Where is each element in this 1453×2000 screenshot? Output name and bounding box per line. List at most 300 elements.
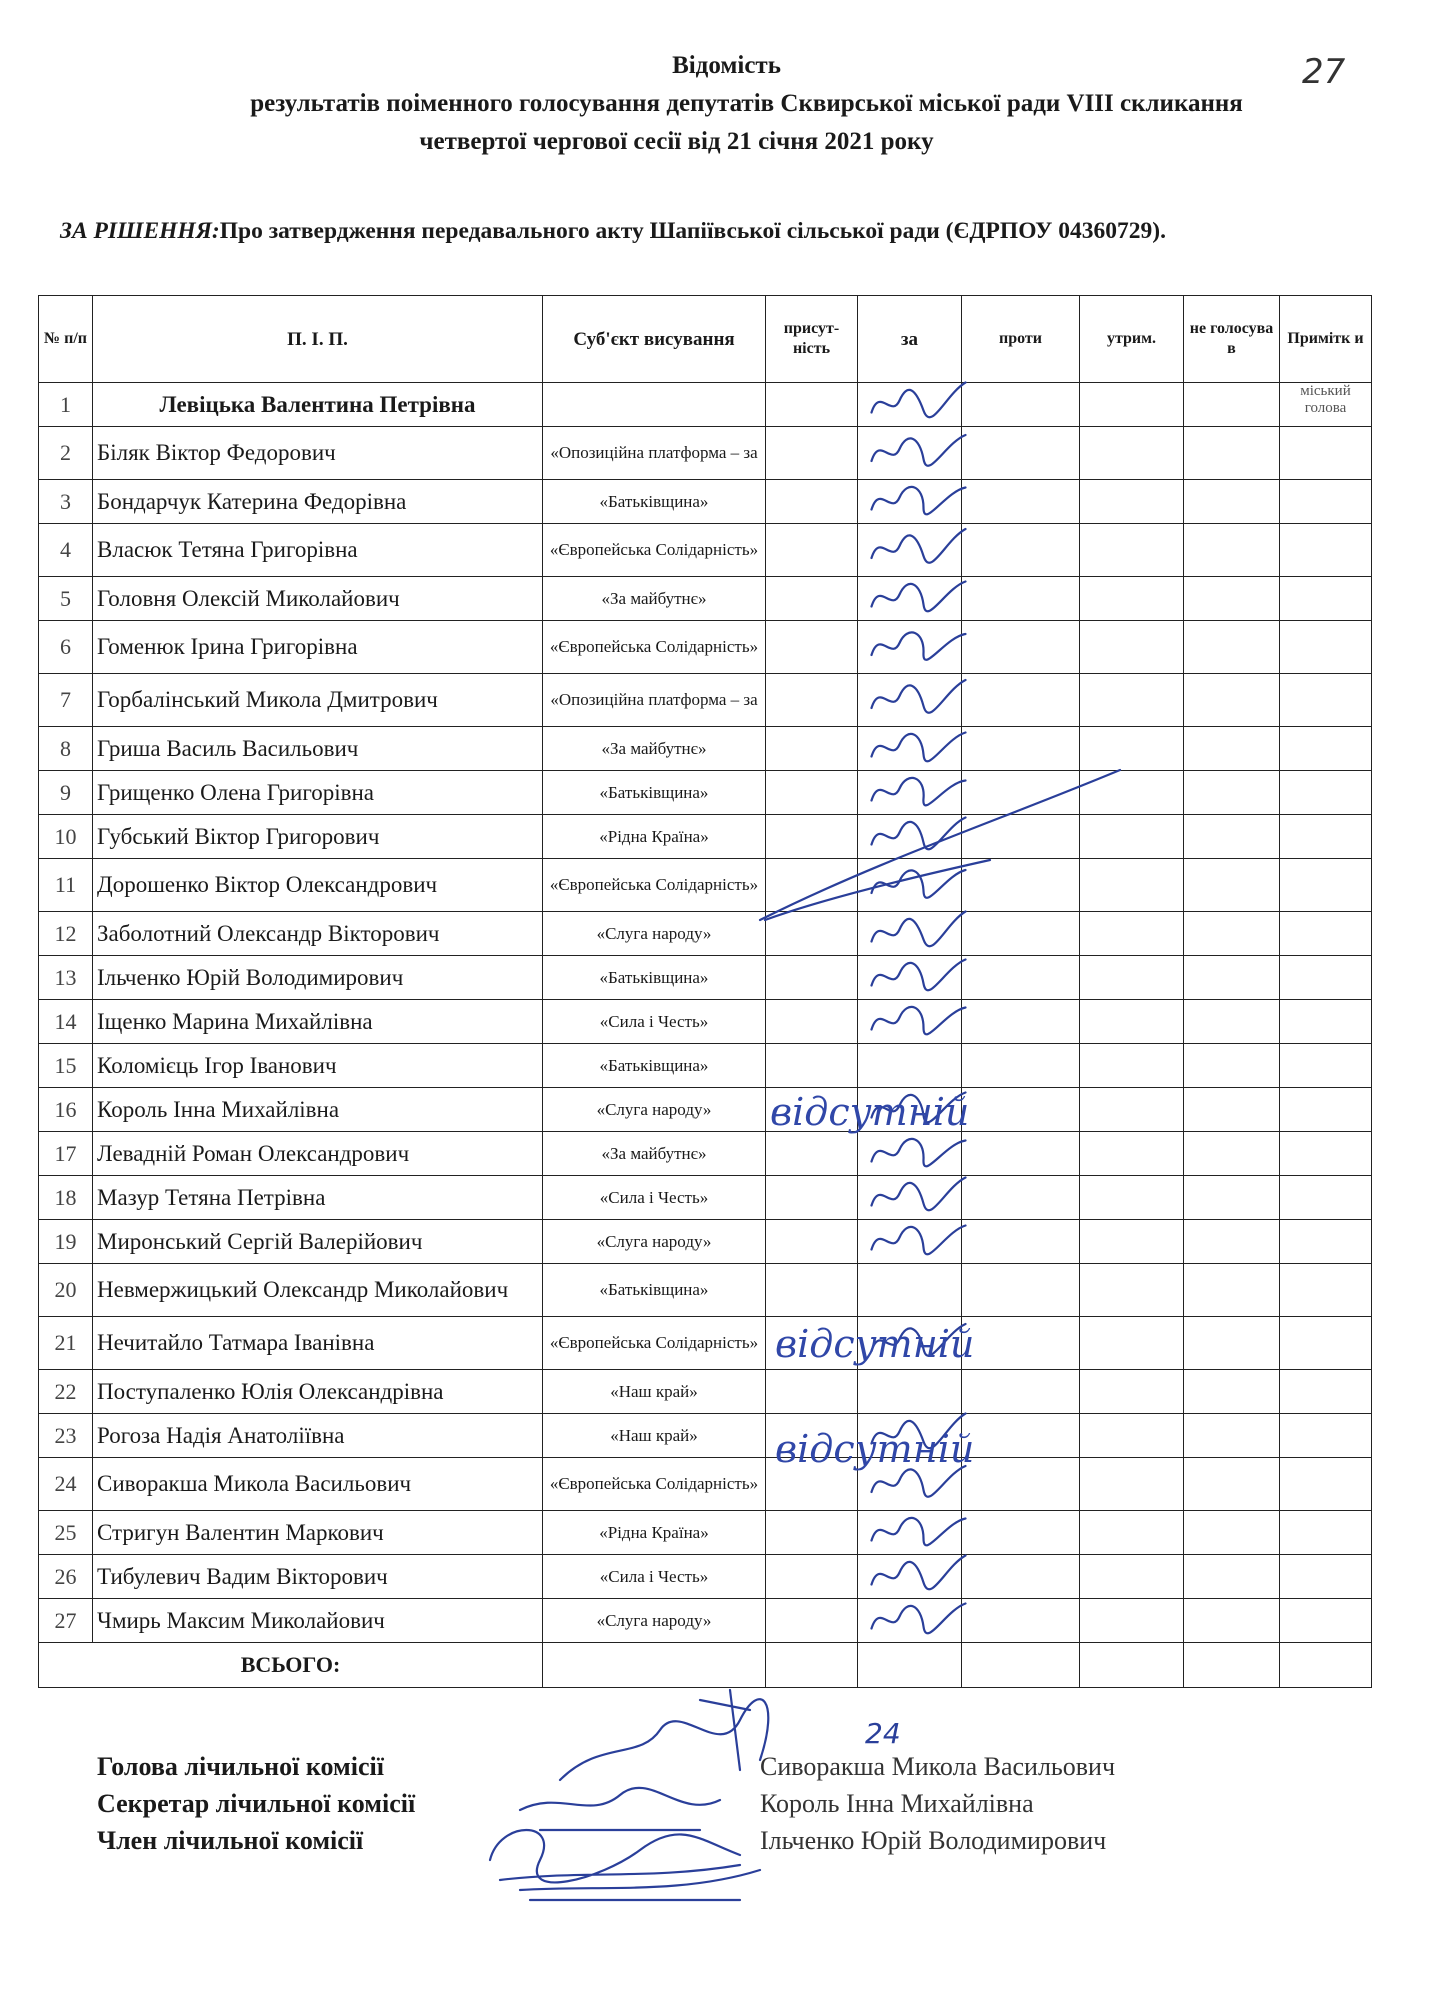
member-name: Дорошенко Віктор Олександрович [93, 859, 543, 912]
row-number: 12 [39, 912, 93, 956]
member-name: Гриша Василь Васильович [93, 727, 543, 771]
chair-signature [560, 1690, 768, 1780]
col-header-notes: Примітк и [1280, 296, 1372, 383]
member-party: «Батьківщина» [543, 1044, 766, 1088]
row-note [1280, 859, 1372, 912]
vote-against-cell [962, 727, 1080, 771]
vote-against-cell [962, 815, 1080, 859]
vote-for-cell [858, 1132, 962, 1176]
vote-abstain-cell [1080, 859, 1184, 912]
vote-for-cell [858, 1264, 962, 1317]
total-notes-cell [1280, 1643, 1372, 1688]
table-row [39, 1000, 1372, 1044]
vote-abstain-cell [1080, 383, 1184, 427]
member-name: Миронський Сергій Валерійович [93, 1220, 543, 1264]
vote-for-cell [858, 815, 962, 859]
row-number: 5 [39, 577, 93, 621]
member-name: Губський Віктор Григорович [93, 815, 543, 859]
table-row [39, 480, 1372, 524]
vote-for-cell [858, 1555, 962, 1599]
row-number: 7 [39, 674, 93, 727]
vote-abstain-cell [1080, 1370, 1184, 1414]
member-name: Коломієць Ігор Іванович [93, 1044, 543, 1088]
member-party: «Європейська Солідарність» [543, 621, 766, 674]
not-voted-cell [1184, 956, 1280, 1000]
total-label: ВСЬОГО: [39, 1643, 543, 1688]
table-row [39, 383, 1372, 427]
present-cell [766, 383, 858, 427]
vote-against-cell [962, 577, 1080, 621]
row-number: 10 [39, 815, 93, 859]
member-party: «Сила і Честь» [543, 1000, 766, 1044]
row-number: 17 [39, 1132, 93, 1176]
not-voted-cell [1184, 1317, 1280, 1370]
row-number: 19 [39, 1220, 93, 1264]
present-cell [766, 1599, 858, 1643]
member-name: Нечитайло Татмара Іванівна [93, 1317, 543, 1370]
row-note [1280, 1044, 1372, 1088]
row-note [1280, 1176, 1372, 1220]
row-number: 22 [39, 1370, 93, 1414]
not-voted-cell [1184, 859, 1280, 912]
present-cell [766, 859, 858, 912]
vote-abstain-cell [1080, 524, 1184, 577]
vote-against-cell [962, 1088, 1080, 1132]
member-role: Член лічильної комісії [97, 1826, 364, 1855]
member-name: Стригун Валентин Маркович [93, 1511, 543, 1555]
chair-role: Голова лічильної комісії [97, 1752, 384, 1781]
member-party: «Слуга народу» [543, 912, 766, 956]
member-party: «Сила і Честь» [543, 1555, 766, 1599]
vote-against-cell [962, 383, 1080, 427]
vote-against-cell [962, 1176, 1080, 1220]
row-number: 24 [39, 1458, 93, 1511]
vote-for-cell [858, 1414, 962, 1458]
vote-abstain-cell [1080, 727, 1184, 771]
vote-abstain-cell [1080, 1599, 1184, 1643]
col-header-abstain: утрим. [1080, 296, 1184, 383]
chair-name: Сиворакша Микола Васильович [760, 1752, 1116, 1781]
not-voted-cell [1184, 674, 1280, 727]
member-name: Іщенко Марина Михайлівна [93, 1000, 543, 1044]
table-row [39, 859, 1372, 912]
member-name: Бондарчук Катерина Федорівна [93, 480, 543, 524]
vote-abstain-cell [1080, 1317, 1184, 1370]
table-row [39, 1599, 1372, 1643]
row-number: 18 [39, 1176, 93, 1220]
member-party: «За майбутнє» [543, 727, 766, 771]
vote-abstain-cell [1080, 1044, 1184, 1088]
row-number: 16 [39, 1088, 93, 1132]
not-voted-cell [1184, 1458, 1280, 1511]
table-row [39, 1370, 1372, 1414]
member-name: Заболотний Олександр Вікторович [93, 912, 543, 956]
row-number: 15 [39, 1044, 93, 1088]
vote-abstain-cell [1080, 674, 1184, 727]
row-number: 23 [39, 1414, 93, 1458]
member-name: Тибулевич Вадим Вікторович [93, 1555, 543, 1599]
present-cell [766, 1088, 858, 1132]
member-party: «Опозиційна платформа – за [543, 674, 766, 727]
table-row [39, 577, 1372, 621]
vote-abstain-cell [1080, 1132, 1184, 1176]
vote-abstain-cell [1080, 621, 1184, 674]
row-number: 14 [39, 1000, 93, 1044]
row-note [1280, 956, 1372, 1000]
row-note [1280, 727, 1372, 771]
not-voted-cell [1184, 427, 1280, 480]
vote-against-cell [962, 1599, 1080, 1643]
row-note [1280, 1599, 1372, 1643]
total-party-cell [543, 1643, 766, 1688]
vote-for-cell [858, 1317, 962, 1370]
member-party: «Європейська Солідарність» [543, 524, 766, 577]
row-note [1280, 1317, 1372, 1370]
member-name: Ільченко Юрій Володимирович [760, 1826, 1107, 1855]
row-note [1280, 480, 1372, 524]
handwritten-total-for: 24 [865, 1717, 901, 1750]
row-note [1280, 524, 1372, 577]
secretary-signature [520, 1788, 720, 1830]
member-party: «Рідна Країна» [543, 1511, 766, 1555]
handwritten-page-number: 27 [1302, 52, 1346, 92]
table-row [39, 1220, 1372, 1264]
vote-for-cell [858, 727, 962, 771]
vote-abstain-cell [1080, 1414, 1184, 1458]
member-name: Левіцька Валентина Петрівна [93, 383, 543, 427]
member-party: «Батьківщина» [543, 956, 766, 1000]
table-row [39, 524, 1372, 577]
vote-abstain-cell [1080, 815, 1184, 859]
not-voted-cell [1184, 1599, 1280, 1643]
vote-abstain-cell [1080, 1458, 1184, 1511]
vote-against-cell [962, 771, 1080, 815]
member-party: «Слуга народу» [543, 1220, 766, 1264]
table-header-row [39, 296, 1372, 383]
row-note [1280, 577, 1372, 621]
table-row [39, 771, 1372, 815]
member-party: «За майбутнє» [543, 1132, 766, 1176]
row-note: міський голова [1280, 383, 1372, 427]
not-voted-cell [1184, 383, 1280, 427]
vote-against-cell [962, 1414, 1080, 1458]
present-cell [766, 1044, 858, 1088]
table-row [39, 1088, 1372, 1132]
member-name: Мазур Тетяна Петрівна [93, 1176, 543, 1220]
vote-for-cell [858, 1370, 962, 1414]
vote-abstain-cell [1080, 480, 1184, 524]
vote-abstain-cell [1080, 427, 1184, 480]
not-voted-cell [1184, 1000, 1280, 1044]
row-number: 2 [39, 427, 93, 480]
not-voted-cell [1184, 1511, 1280, 1555]
not-voted-cell [1184, 912, 1280, 956]
member-party: «Сила і Честь» [543, 1176, 766, 1220]
not-voted-cell [1184, 1176, 1280, 1220]
not-voted-cell [1184, 771, 1280, 815]
member-party: «Європейська Солідарність» [543, 1317, 766, 1370]
table-row [39, 1511, 1372, 1555]
member-name: Сиворакша Микола Васильович [93, 1458, 543, 1511]
vote-for-cell [858, 1220, 962, 1264]
member-name: Горбалінський Микола Дмитрович [93, 674, 543, 727]
not-voted-cell [1184, 1264, 1280, 1317]
vote-against-cell [962, 912, 1080, 956]
member-name: Чмирь Максим Миколайович [93, 1599, 543, 1643]
vote-against-cell [962, 1555, 1080, 1599]
table-row [39, 912, 1372, 956]
absent-mark-row20: відсутній [775, 1322, 975, 1366]
vote-against-cell [962, 480, 1080, 524]
row-note [1280, 912, 1372, 956]
member-party: «За майбутнє» [543, 577, 766, 621]
not-voted-cell [1184, 621, 1280, 674]
vote-abstain-cell [1080, 1264, 1184, 1317]
table-row [39, 956, 1372, 1000]
row-note [1280, 1458, 1372, 1511]
present-cell [766, 427, 858, 480]
member-signature [490, 1830, 760, 1890]
present-cell [766, 815, 858, 859]
table-row [39, 1458, 1372, 1511]
vote-for-cell [858, 1044, 962, 1088]
member-party: «Слуга народу» [543, 1599, 766, 1643]
member-name: Рогоза Надія Анатоліївна [93, 1414, 543, 1458]
row-note [1280, 1511, 1372, 1555]
present-cell [766, 621, 858, 674]
table-row [39, 1044, 1372, 1088]
row-note [1280, 771, 1372, 815]
row-note [1280, 1370, 1372, 1414]
present-cell [766, 1458, 858, 1511]
decision-line [60, 218, 1166, 245]
row-number: 3 [39, 480, 93, 524]
present-cell [766, 577, 858, 621]
row-number: 1 [39, 383, 93, 427]
row-number: 8 [39, 727, 93, 771]
total-row [39, 1643, 1372, 1688]
vote-abstain-cell [1080, 912, 1184, 956]
col-header-for: за [858, 296, 962, 383]
vote-against-cell [962, 1000, 1080, 1044]
not-voted-cell [1184, 480, 1280, 524]
vote-against-cell [962, 427, 1080, 480]
col-header-party: Суб'єкт висування [543, 296, 766, 383]
col-header-not-voted: не голосува в [1184, 296, 1280, 383]
vote-for-cell [858, 577, 962, 621]
member-name: Власюк Тетяна Григорівна [93, 524, 543, 577]
member-name: Гоменюк Ірина Григорівна [93, 621, 543, 674]
decision-label: ЗА РІШЕННЯ: [60, 218, 220, 244]
member-name: Поступаленко Юлія Олександрівна [93, 1370, 543, 1414]
vote-for-cell [858, 771, 962, 815]
secretary-role: Секретар лічильної комісії [97, 1789, 416, 1818]
row-note [1280, 1132, 1372, 1176]
present-cell [766, 1220, 858, 1264]
present-cell [766, 1317, 858, 1370]
present-cell [766, 1000, 858, 1044]
vote-abstain-cell [1080, 1176, 1184, 1220]
absent-mark-row22: відсутній [775, 1427, 975, 1471]
table-row [39, 1414, 1372, 1458]
vote-against-cell [962, 524, 1080, 577]
not-voted-cell [1184, 524, 1280, 577]
vote-against-cell [962, 956, 1080, 1000]
vote-against-cell [962, 1511, 1080, 1555]
table-row [39, 621, 1372, 674]
table-row [39, 674, 1372, 727]
vote-for-cell [858, 1176, 962, 1220]
table-row [39, 1132, 1372, 1176]
col-header-against: проти [962, 296, 1080, 383]
member-party: «Батьківщина» [543, 771, 766, 815]
vote-for-cell [858, 1599, 962, 1643]
member-party: «Рідна Країна» [543, 815, 766, 859]
table-row [39, 1176, 1372, 1220]
member-party: «Європейська Солідарність» [543, 859, 766, 912]
present-cell [766, 1555, 858, 1599]
col-header-num: № п/п [39, 296, 93, 383]
member-party: «Наш край» [543, 1370, 766, 1414]
row-note [1280, 1088, 1372, 1132]
vote-for-cell [858, 859, 962, 912]
vote-against-cell [962, 859, 1080, 912]
total-not-voted-cell [1184, 1643, 1280, 1688]
not-voted-cell [1184, 815, 1280, 859]
member-name: Король Інна Михайлівна [93, 1088, 543, 1132]
row-number: 13 [39, 956, 93, 1000]
row-note [1280, 674, 1372, 727]
present-cell [766, 1511, 858, 1555]
vote-for-cell [858, 674, 962, 727]
member-party: «Батьківщина» [543, 1264, 766, 1317]
present-cell [766, 956, 858, 1000]
row-number: 25 [39, 1511, 93, 1555]
vote-against-cell [962, 1132, 1080, 1176]
vote-for-cell [858, 1000, 962, 1044]
vote-against-cell [962, 1220, 1080, 1264]
col-header-present: присут-ність [766, 296, 858, 383]
present-cell [766, 1132, 858, 1176]
vote-for-cell [858, 1458, 962, 1511]
table-row [39, 1317, 1372, 1370]
not-voted-cell [1184, 1088, 1280, 1132]
row-note [1280, 1414, 1372, 1458]
vote-abstain-cell [1080, 771, 1184, 815]
row-note [1280, 621, 1372, 674]
document-title: Відомість [672, 52, 781, 79]
session-line: четвертої чергової сесії від 21 січня 2021 року [419, 128, 934, 155]
present-cell [766, 771, 858, 815]
row-note [1280, 1220, 1372, 1264]
member-name: Невмержицький Олександр Миколайович [93, 1264, 543, 1317]
decision-text: Про затвердження передавального акту Шапіївської сільської ради (ЄДРПОУ 04360729). [219, 218, 1166, 244]
member-party: «Опозиційна платформа – за [543, 427, 766, 480]
vote-abstain-cell [1080, 1000, 1184, 1044]
present-cell [766, 727, 858, 771]
not-voted-cell [1184, 1044, 1280, 1088]
row-number: 4 [39, 524, 93, 577]
row-note [1280, 815, 1372, 859]
vote-against-cell [962, 1044, 1080, 1088]
not-voted-cell [1184, 1220, 1280, 1264]
row-number: 6 [39, 621, 93, 674]
present-cell [766, 1176, 858, 1220]
voting-table [38, 295, 1372, 1688]
vote-for-cell [858, 427, 962, 480]
row-note [1280, 427, 1372, 480]
present-cell [766, 480, 858, 524]
vote-abstain-cell [1080, 577, 1184, 621]
vote-for-cell [858, 912, 962, 956]
member-name: Грищенко Олена Григорівна [93, 771, 543, 815]
vote-for-cell [858, 621, 962, 674]
row-number: 11 [39, 859, 93, 912]
vote-against-cell [962, 674, 1080, 727]
vote-abstain-cell [1080, 1088, 1184, 1132]
member-party: «Батьківщина» [543, 480, 766, 524]
member-name: Ільченко Юрій Володимирович [93, 956, 543, 1000]
total-present-cell [766, 1643, 858, 1688]
present-cell [766, 1264, 858, 1317]
total-abstain-cell [1080, 1643, 1184, 1688]
row-number: 26 [39, 1555, 93, 1599]
vote-against-cell [962, 1317, 1080, 1370]
table-row [39, 727, 1372, 771]
table-row [39, 815, 1372, 859]
vote-against-cell [962, 621, 1080, 674]
not-voted-cell [1184, 1555, 1280, 1599]
document-subtitle: результатів поіменного голосування депутатів Сквирської міської ради VIII скликання [250, 90, 1243, 117]
vote-abstain-cell [1080, 956, 1184, 1000]
member-party: «Європейська Солідарність» [543, 1458, 766, 1511]
present-cell [766, 674, 858, 727]
vote-for-cell [858, 1511, 962, 1555]
total-for-cell [858, 1643, 962, 1688]
table-body [39, 383, 1372, 1643]
member-name: Біляк Віктор Федорович [93, 427, 543, 480]
not-voted-cell [1184, 577, 1280, 621]
present-cell [766, 1370, 858, 1414]
not-voted-cell [1184, 1132, 1280, 1176]
vote-abstain-cell [1080, 1220, 1184, 1264]
member-name: Левадній Роман Олександрович [93, 1132, 543, 1176]
not-voted-cell [1184, 1370, 1280, 1414]
vote-for-cell [858, 480, 962, 524]
row-note [1280, 1000, 1372, 1044]
not-voted-cell [1184, 1414, 1280, 1458]
total-against-cell [962, 1643, 1080, 1688]
absent-mark-row15: відсутній [770, 1090, 970, 1134]
row-note [1280, 1264, 1372, 1317]
row-number: 20 [39, 1264, 93, 1317]
col-header-name: П. І. П. [93, 296, 543, 383]
vote-against-cell [962, 1458, 1080, 1511]
table-row [39, 1264, 1372, 1317]
vote-for-cell [858, 956, 962, 1000]
row-number: 21 [39, 1317, 93, 1370]
vote-for-cell [858, 524, 962, 577]
secretary-name: Король Інна Михайлівна [760, 1789, 1034, 1818]
row-number: 9 [39, 771, 93, 815]
present-cell [766, 524, 858, 577]
row-number: 27 [39, 1599, 93, 1643]
member-party [543, 383, 766, 427]
table-row [39, 427, 1372, 480]
vote-abstain-cell [1080, 1555, 1184, 1599]
member-party: «Слуга народу» [543, 1088, 766, 1132]
present-cell [766, 912, 858, 956]
